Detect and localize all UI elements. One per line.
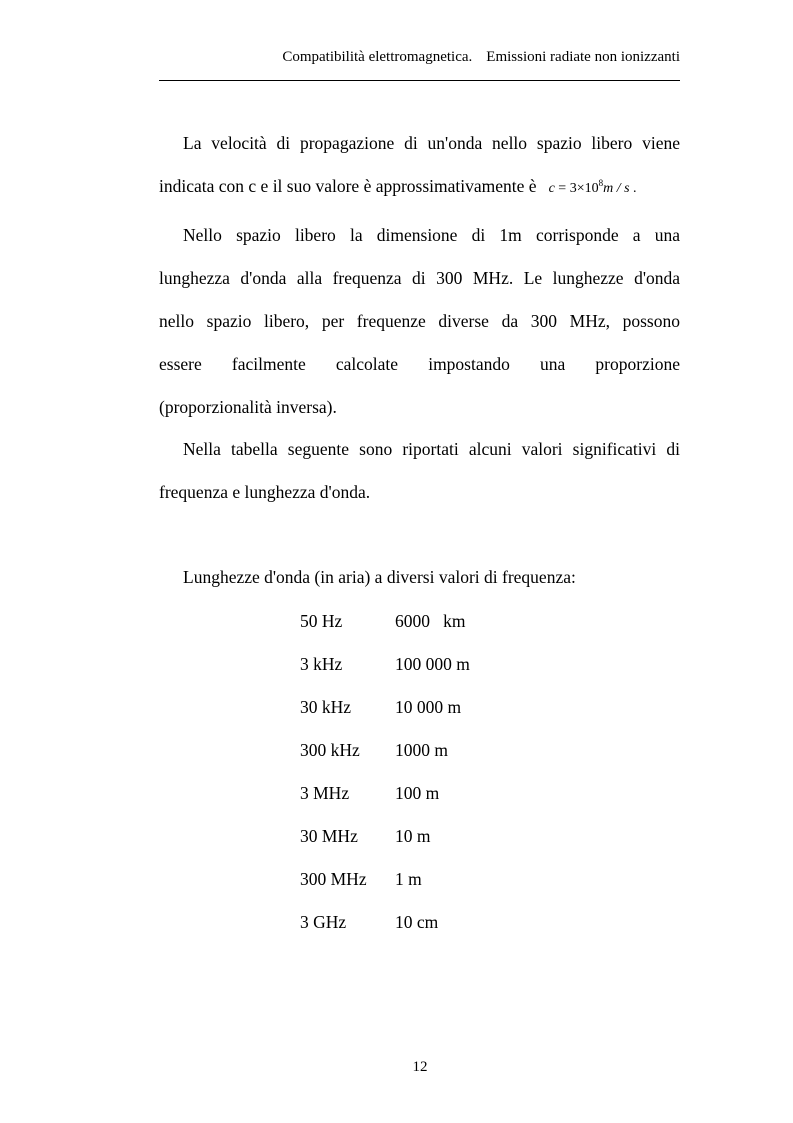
paragraph-propagation-speed [159,122,680,210]
paragraph-free-space [159,214,680,429]
wavelength-cell: 10 cm [395,912,439,932]
paragraph-table-intro [159,428,680,514]
paragraph-line: nello spazio libero, per frequenze diverse da 300 MHz, possono [159,311,680,331]
frequency-cell: 50 Hz [300,611,343,631]
wavelength-cell: 100 000 m [395,654,470,674]
frequency-cell: 3 kHz [300,654,343,674]
formula-end: . [629,181,637,196]
paragraph-line: (proporzionalità inversa). [159,397,337,417]
frequency-cell: 300 kHz [300,740,360,760]
wavelength-cell: 6000 km [395,611,466,631]
frequency-cell: 30 MHz [300,826,358,846]
paragraph-line: frequenza e lunghezza d'onda. [159,482,371,502]
speed-of-light-formula [548,178,637,196]
page-number: 12 [412,1059,428,1075]
paragraph-line: La velocità di propagazione di un'onda nello spazio libero viene [183,133,680,153]
formula-exponent: 8 [598,178,604,188]
paragraph-line [159,165,680,210]
formula-lhs: c [548,181,555,196]
wavelength-cell: 1 m [395,869,422,889]
header-rule [159,80,680,81]
paragraph-line: lunghezza d'onda alla frequenza di 300 MHz. Le lunghezze d'onda [159,268,680,288]
wavelength-cell: 10 000 m [395,697,462,717]
frequency-cell: 3 MHz [300,783,350,803]
paragraph-line-text: indicata con c e il suo valore è approssimativamente è [159,176,537,196]
wavelength-cell: 10 m [395,826,431,846]
paragraph-line: Nella tabella seguente sono riportati alcuni valori significativi di [183,439,680,459]
paragraph-line: Nello spazio libero la dimensione di 1m corrisponde a una [183,225,680,245]
frequency-cell: 3 GHz [300,912,347,932]
running-header [159,47,680,67]
wavelength-cell: 100 m [395,783,440,803]
header-title-left: Compatibilità elettromagnetica. [282,49,473,65]
formula-equals: = 3×10 [554,181,599,196]
wavelength-cell: 1000 m [395,740,448,760]
formula-unit: m / s [603,181,630,196]
frequency-cell: 300 MHz [300,869,367,889]
frequency-cell: 30 kHz [300,697,352,717]
header-title-right: Emissioni radiate non ionizzanti [486,49,680,65]
table-caption: Lunghezze d'onda (in aria) a diversi valori di frequenza: [183,567,576,587]
paragraph-line: essere facilmente calcolate impostando una proporzione [159,354,680,374]
